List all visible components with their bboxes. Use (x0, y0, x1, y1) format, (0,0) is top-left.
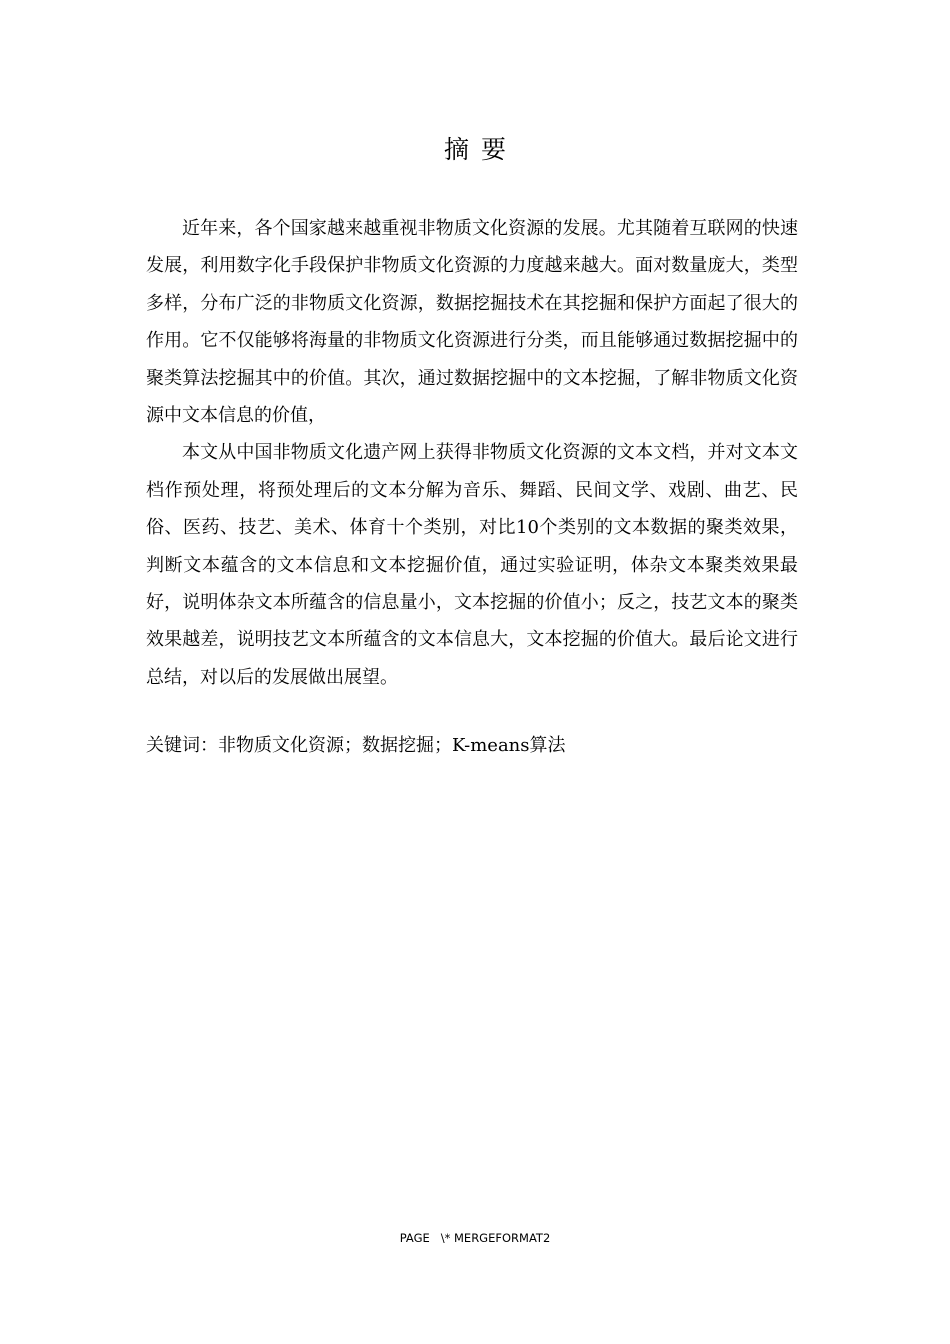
page-title: 摘要 (443, 135, 518, 164)
abstract-paragraph-2: 本文从中国非物质文化遗产网上获得非物质文化资源的文本文档，并对文本文档作预处理，将预处理后的文本分解为音乐、舞蹈、民间文学、戏剧、曲艺、民俗、医药、技艺、美术、体育十个类别，对比10个类别的文本数据的聚类效果，判断文本蕴含的文本信息和文本挖掘价值，通过实验证明，体杂文本聚类效果最好，说明体杂文本所蕴含的信息量小，文本挖掘的价值小；反之，技艺文本的聚类效果越差，说明技艺文本所蕴含的文本信息大，文本挖掘的价值大。最后论文进行总结，对以后的发展做出展望。 (146, 442, 798, 688)
keywords-label: 关键词： (146, 735, 218, 756)
page-footer: PAGE \* MERGEFORMAT2 (399, 1231, 551, 1245)
keywords-line (146, 727, 798, 764)
abstract-paragraph-1: 近年来，各个国家越来越重视非物质文化资源的发展。尤其随着互联网的快速发展，利用数字化手段保护非物质文化资源的力度越来越大。面对数量庞大，类型多样，分布广泛的非物质文化资源，数据挖掘技术在其挖掘和保护方面起了很大的作用。它不仅能够将海量的非物质文化资源进行分类，而且能够通过数据挖掘中的聚类算法挖掘其中的价值。其次，通过数据挖掘中的文本挖掘，了解非物质文化资源中文本信息的价值， (146, 218, 798, 427)
abstract-body (146, 210, 798, 696)
keywords-text: 非物质文化资源；数据挖掘；K-means算法 (218, 735, 566, 756)
